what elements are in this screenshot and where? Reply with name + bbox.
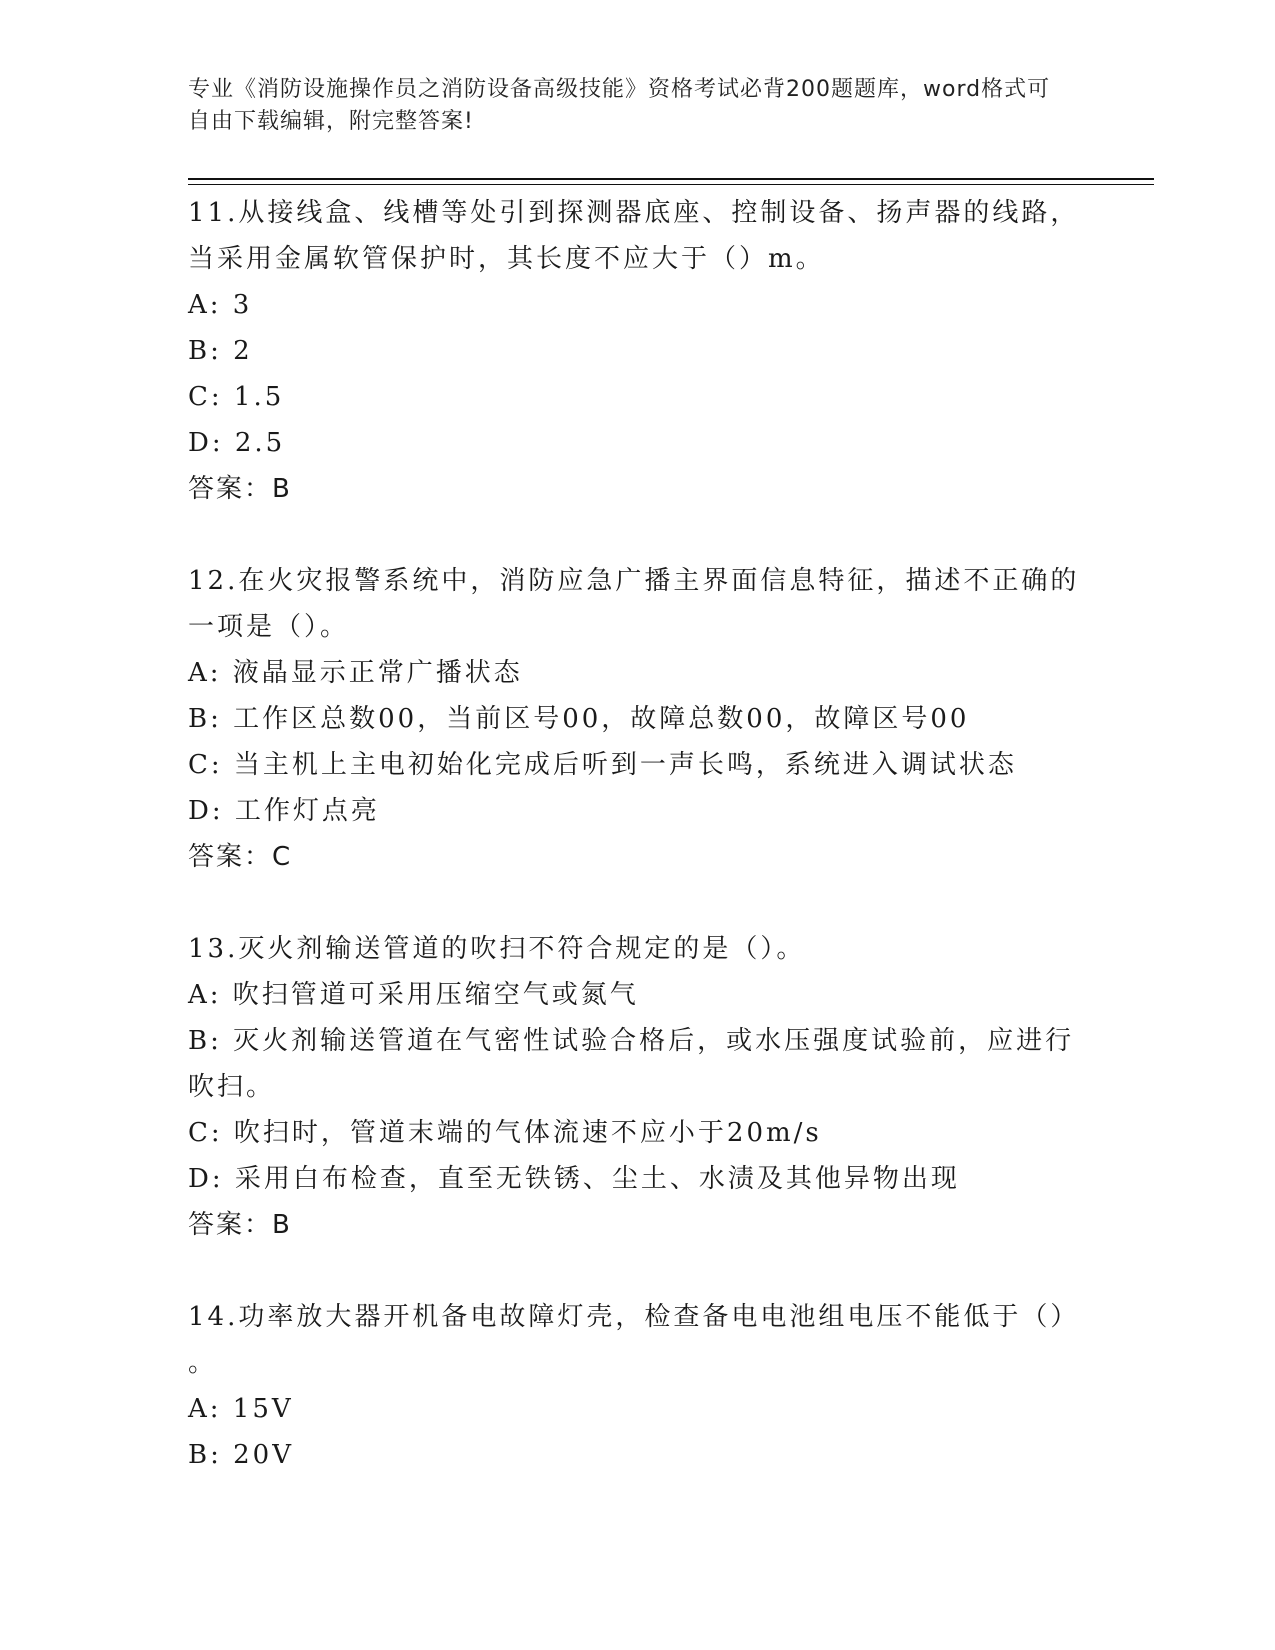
question-list (188, 190, 1088, 1478)
option-a: A: 液晶显示正常广播状态 (188, 658, 523, 688)
option-c: C: 吹扫时，管道末端的气体流速不应小于20m/s (188, 1118, 822, 1148)
question-stem: 14.功率放大器开机备电故障灯壳，检查备电电池组电压不能低于（） (188, 1302, 1080, 1332)
question-13 (188, 926, 1088, 1248)
option-c: C: 1.5 (188, 382, 285, 412)
option-a: A: 3 (188, 290, 253, 320)
option-b: B: 灭火剂输送管道在气密性试验合格后，或水压强度试验前，应进行吹扫。 (188, 1026, 1075, 1102)
header-divider-thin (188, 184, 1154, 185)
header-divider-thick (188, 178, 1154, 180)
question-stem: 12.在火灾报警系统中，消防应急广播主界面信息特征，描述不正确的一项是（）。 (188, 566, 1080, 642)
question-11 (188, 190, 1088, 512)
question-14 (188, 1294, 1088, 1478)
question-12 (188, 558, 1088, 880)
option-c: C: 当主机上主电初始化完成后听到一声长鸣，系统进入调试状态 (188, 750, 1017, 780)
option-d: D: 工作灯点亮 (188, 796, 380, 826)
document-header: 专业《消防设施操作员之消防设备高级技能》资格考试必背200题题库，word格式可自由下载编辑，附完整答案! (188, 77, 1051, 134)
question-stem: 11.从接线盒、线槽等处引到探测器底座、控制设备、扬声器的线路，当采用金属软管保护时，其长度不应大于（）m。 (188, 198, 1080, 274)
answer-line: 答案：C (188, 842, 293, 872)
option-b: B: 工作区总数00，当前区号00，故障总数00，故障区号00 (188, 704, 970, 734)
question-stem: 13.灭火剂输送管道的吹扫不符合规定的是（）。 (188, 934, 806, 964)
option-d: D: 2.5 (188, 428, 286, 458)
option-b: B: 20V (188, 1440, 294, 1470)
option-a: A: 15V (188, 1394, 294, 1424)
answer-line: 答案：B (188, 1210, 292, 1240)
question-stem-tail: 。 (188, 1348, 215, 1378)
option-d: D: 采用白布检查，直至无铁锈、尘土、水渍及其他异物出现 (188, 1164, 960, 1194)
option-a: A: 吹扫管道可采用压缩空气或氮气 (188, 980, 639, 1010)
answer-line: 答案：B (188, 474, 292, 504)
option-b: B: 2 (188, 336, 253, 366)
